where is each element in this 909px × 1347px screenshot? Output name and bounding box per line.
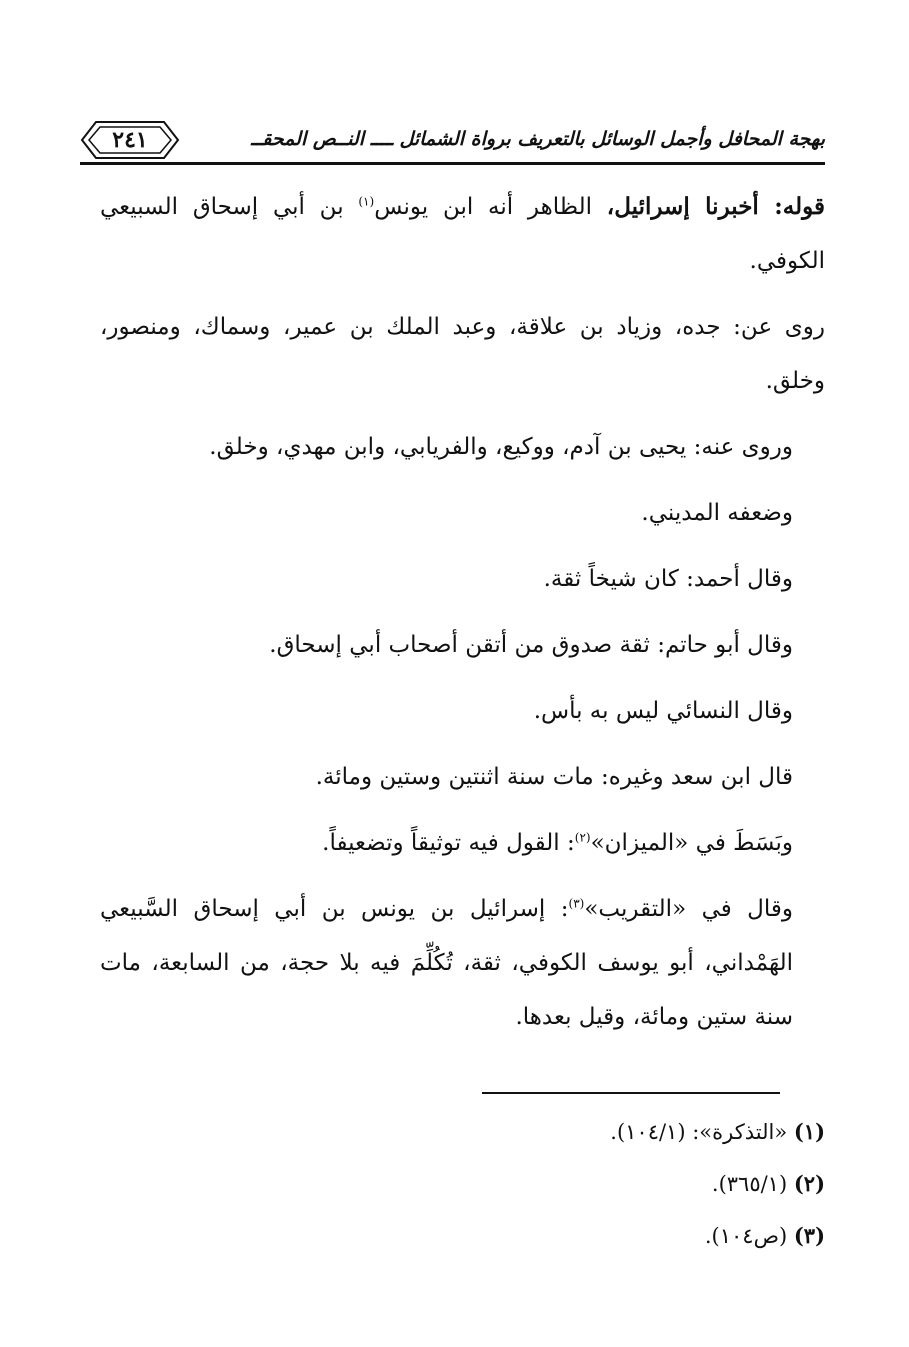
footnote-text: (ص١٠٤). bbox=[704, 1224, 794, 1248]
paragraph-6: وقال أبو حاتم: ثقة صدوق من أتقن أصحاب أبي إسحاق. bbox=[269, 632, 793, 658]
footnote-ref-2[interactable]: (٢) bbox=[574, 830, 591, 845]
footnote-number: (٣) bbox=[793, 1223, 825, 1248]
paragraph-7: وقال النسائي ليس به بأس. bbox=[533, 698, 793, 724]
footnote-text: «التذكرة»: (١٠٤/١). bbox=[610, 1120, 794, 1144]
footnote-number: (١) bbox=[793, 1119, 825, 1144]
footnote-2 bbox=[400, 1158, 825, 1210]
paragraph-1 bbox=[100, 180, 825, 288]
paragraph-8: قال ابن سعد وغيره: مات سنة اثنتين وستين ومائة. bbox=[315, 764, 793, 790]
paragraph-10 bbox=[100, 882, 825, 1044]
footnote-ref-1[interactable]: (١) bbox=[358, 194, 375, 209]
paragraph-text: : القول فيه توثيقاً وتضعيفاً. bbox=[322, 830, 575, 856]
paragraph-text: وقال في «التقريب» bbox=[584, 896, 793, 922]
paragraph-3: وروى عنه: يحيى بن آدم، ووكيع، والفريابي، وابن مهدي، وخلق. bbox=[209, 434, 793, 460]
running-header bbox=[80, 118, 825, 168]
footnote-text: (٣٦٥/١). bbox=[711, 1172, 794, 1196]
paragraph-text: الظاهر أنه ابن يونس bbox=[374, 194, 607, 220]
footnote-1 bbox=[400, 1106, 825, 1158]
footnote-ref-3[interactable]: (٣) bbox=[568, 896, 585, 911]
footnote-rule bbox=[482, 1092, 780, 1094]
page-number: ٢٤١ bbox=[112, 127, 148, 153]
paragraph-text: بن أبي إسحاق السبيعي الكوفي. bbox=[100, 194, 825, 274]
paragraph-9 bbox=[100, 816, 825, 870]
running-header-title: بهجة المحافل وأجمل الوسائل بالتعريف برواة الشمائل ــــ النــص المحقــ bbox=[251, 128, 825, 150]
footnote-3 bbox=[400, 1210, 825, 1262]
header-rule bbox=[80, 162, 825, 165]
page-number-badge bbox=[80, 118, 180, 162]
footnote-number: (٢) bbox=[793, 1171, 825, 1196]
paragraph-5: وقال أحمد: كان شيخاً ثقة. bbox=[543, 566, 793, 592]
paragraph-2: روى عن: جده، وزياد بن علاقة، وعبد الملك بن عمير، وسماك، ومنصور، وخلق. bbox=[100, 314, 825, 394]
paragraph-text: وبَسَطَ في «الميزان» bbox=[590, 830, 793, 856]
footnotes bbox=[400, 1106, 825, 1262]
paragraph-4: وضعفه المديني. bbox=[641, 500, 793, 526]
main-text bbox=[100, 180, 825, 1056]
paragraph-text: : إسرائيل بن يونس بن أبي إسحاق السَّبيعي الهَمْداني، أبو يوسف الكوفي، ثقة، تُكُلِّمَ فيه بلا حجة، من السابعة، مات سنة ستين ومائة، وقيل بعدها. bbox=[100, 896, 793, 1030]
paragraph-lead: قوله: أخبرنا إسرائيل، bbox=[606, 193, 825, 220]
